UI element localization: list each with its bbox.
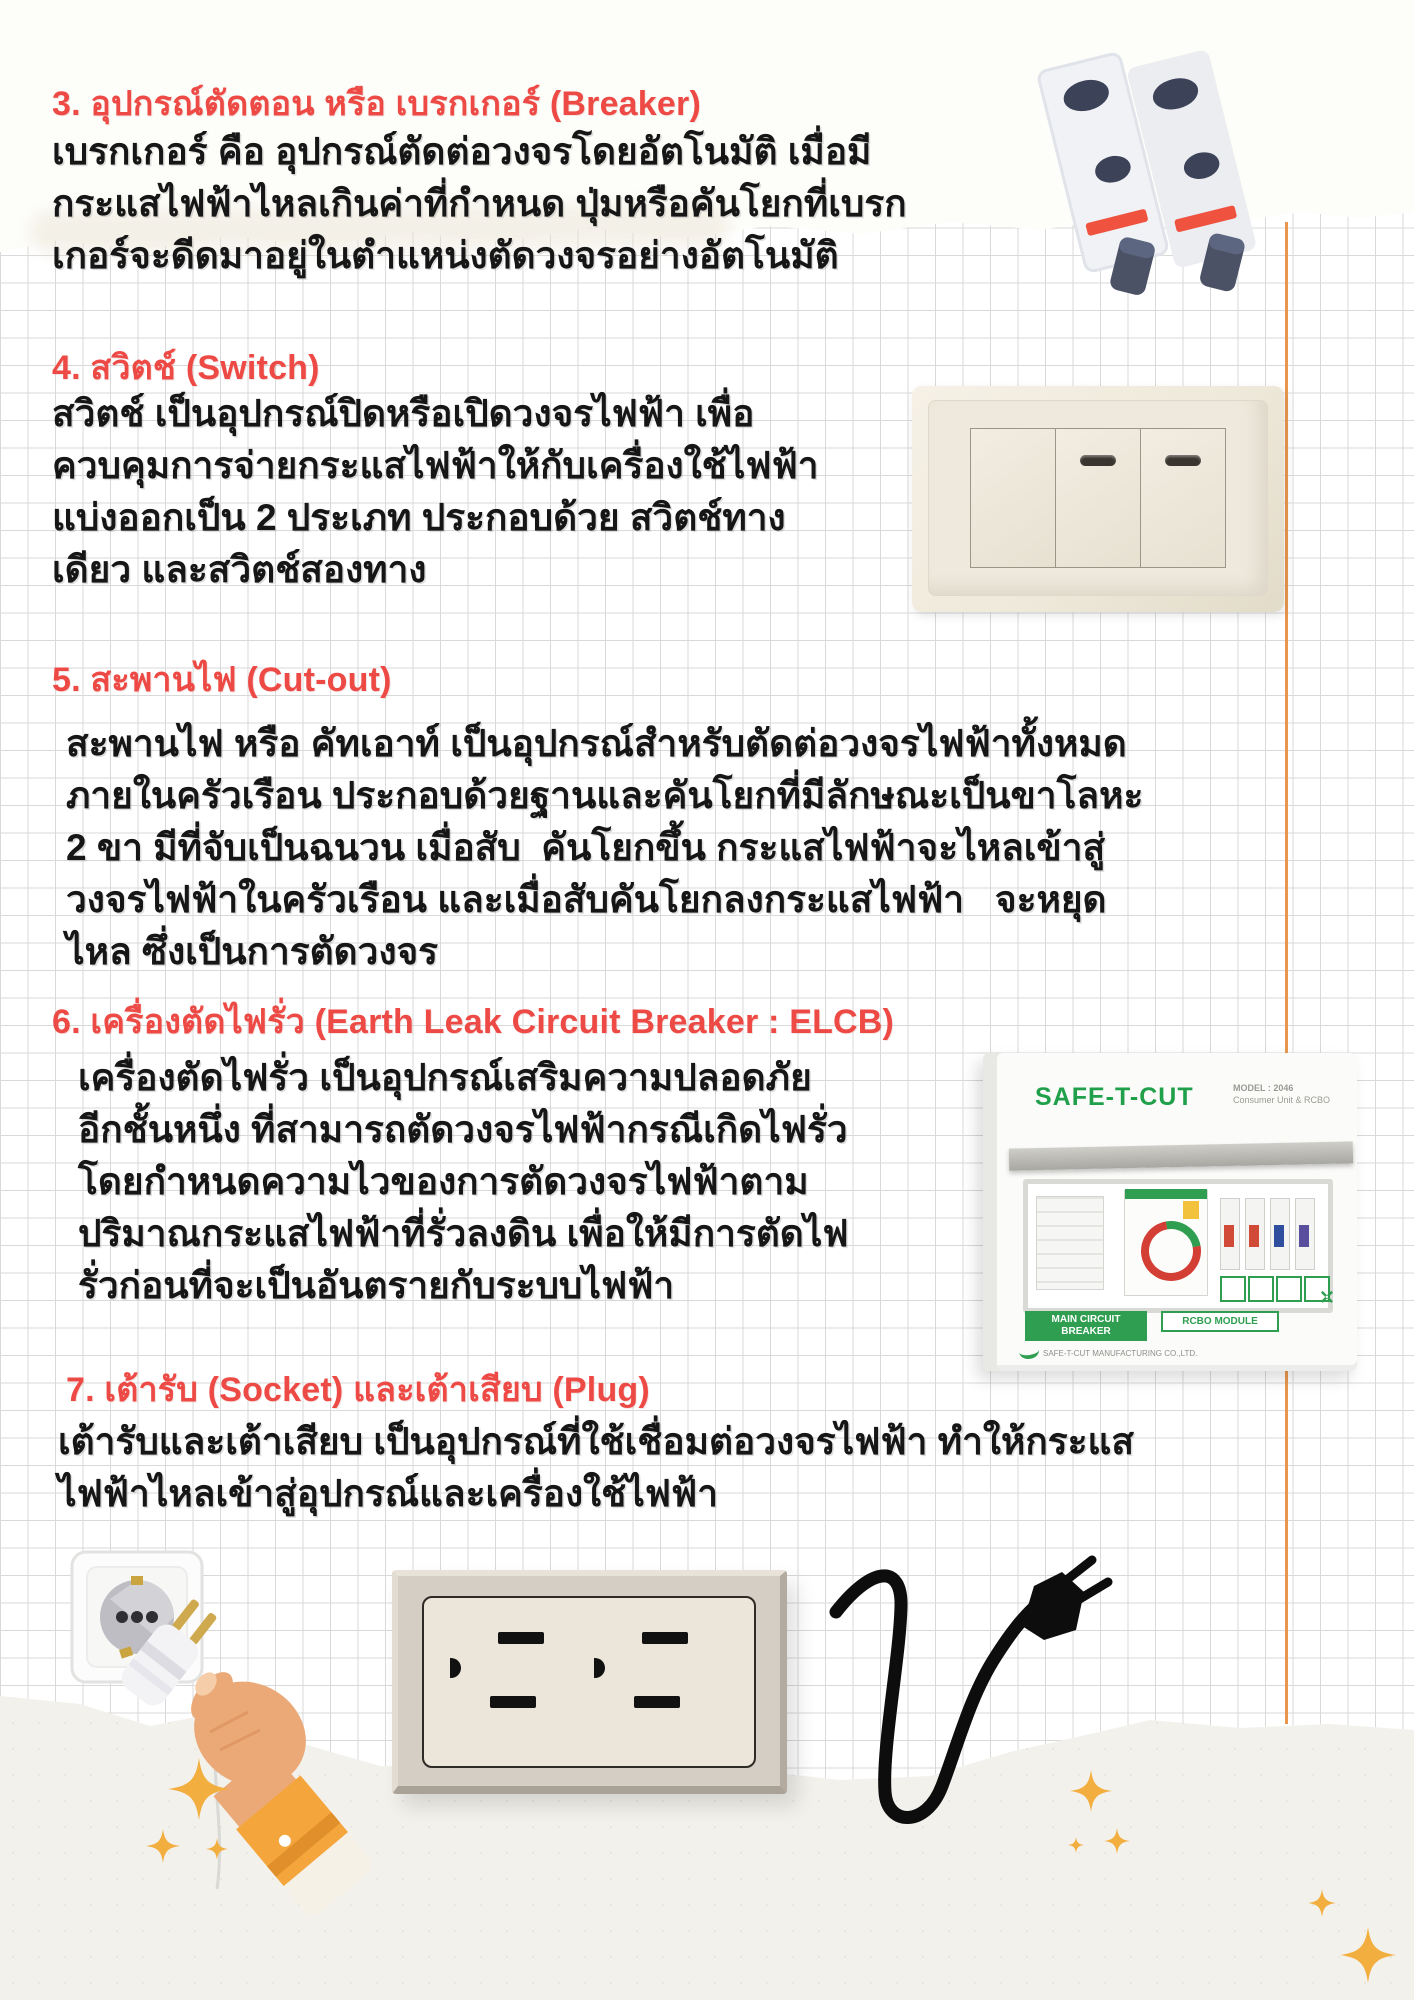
outlet-slot [642,1632,688,1644]
elcb-lid [1009,1141,1353,1170]
text-line: วงจรไฟฟ้าในครัวเรือน และเมื่อสับคันโยกลงกระแสไฟฟ้า จะหยุด [66,879,1107,920]
spare-slot [1248,1276,1274,1302]
text-line: ไหล ซึ่งเป็นการตัดวงจร [66,931,439,972]
rocker-switch [970,428,1056,568]
branch-breakers [1220,1198,1315,1270]
cord-line [836,1576,1040,1818]
main-circuit-breaker-label: MAIN CIRCUIT BREAKER [1025,1311,1147,1341]
spare-slot [1276,1276,1302,1302]
certification-mark-icon: ✛ [1312,1284,1340,1312]
spare-slot [1220,1276,1246,1302]
outlet-ground-hole [450,1658,461,1678]
outlet [594,1612,724,1730]
breaker-handle [1224,1225,1234,1247]
sparkle-icon [1104,1822,1130,1860]
elcb-model-text: MODEL : 2046 [1233,1083,1294,1093]
text-line: สวิตช์ เป็นอุปกรณ์ปิดหรือเปิดวงจรไฟฟ้า เพื่อ [52,393,755,434]
section-6-body [78,1052,978,1312]
breaker-module [1245,1198,1265,1270]
section-7-body [58,1416,1298,1520]
text-line: ไฟฟ้าไหลเข้าสู่อุปกรณ์และเครื่องใช้ไฟฟ้า [58,1473,718,1514]
text-line: ปริมาณกระแสไฟฟ้าที่รั่วลงดิน เพื่อให้มีการตัดไฟ [78,1213,849,1254]
socket-plate [422,1596,756,1768]
text-line: เดียว และสวิตช์สองทาง [52,549,427,590]
sparkle-icon [1308,1886,1336,1920]
section-4-title: 4. สวิตช์ (Switch) [52,349,320,387]
outlet-slot [498,1632,544,1644]
section-6-title: 6. เครื่องตัดไฟรั่ว (Earth Leak Circuit Breaker : ELCB) [52,1003,895,1041]
rocker-switch [1056,428,1141,568]
breaker-handle [1249,1225,1259,1247]
outlet-slot [634,1696,680,1708]
text-line: เครื่องตัดไฟรั่ว เป็นอุปกรณ์เสริมความปลอดภัย [78,1057,812,1098]
text-line: รั่วก่อนที่จะเป็นอันตรายกับระบบไฟฟ้า [78,1265,675,1306]
sparkle-icon [1340,1920,1396,1990]
sparkle-icon [1068,1832,1084,1858]
text-line: ควบคุมการจ่ายกระแสไฟฟ้าให้กับเครื่องใช้ไฟฟ้า [52,445,819,486]
breaker-module [1220,1198,1240,1270]
text-line: เต้ารับและเต้าเสียบ เป็นอุปกรณ์ที่ใช้เชื่อมต่อวงจรไฟฟ้า ทำให้กระแส [58,1421,1134,1462]
section-5-body [66,718,1246,978]
main-breaker-module [1036,1196,1104,1290]
sparkle-icon [1070,1760,1112,1822]
text-line: เบรกเกอร์ คือ อุปกรณ์ตัดต่อวงจรโดยอัตโนมัติ เมื่อมี [52,131,872,172]
section-5-title: 5. สะพานไฟ (Cut-out) [52,661,392,699]
outlet [450,1612,580,1730]
rocker-slot [1080,455,1116,466]
elcb-consumer-unit-photo [983,1053,1357,1371]
sparkle-icon [146,1824,180,1868]
section-3-body [52,126,1012,282]
switch-plate [928,400,1268,596]
plug-body [1022,1572,1084,1640]
rcbo-header-strip [1125,1189,1207,1199]
breaker-handle [1274,1225,1284,1247]
switch-rockers [970,428,1226,568]
text-line: เกอร์จะดีดมาอยู่ในตำแหน่งตัดวงจรอย่างอัตโนมัติ [52,235,839,276]
wall-switch-photo [912,386,1284,612]
outlet-ground-hole [594,1658,605,1678]
breaker-handle [1299,1225,1309,1247]
manufacturer-logo [1018,1342,1040,1361]
sparkle-icon [206,1834,228,1864]
section-7-title: 7. เต้ารับ (Socket) และเต้าเสียบ (Plug) [66,1371,650,1409]
rocker-switch [1141,428,1226,568]
section-4-body [52,388,912,596]
circuit-breaker-illustration [1012,22,1272,307]
text-line: แบ่งออกเป็น 2 ประเภท ประกอบด้วย สวิตช์ทาง [52,497,786,538]
rcbo-module-label: RCBO MODULE [1161,1311,1279,1332]
text-line: ภายในครัวเรือน ประกอบด้วยฐานและคันโยกที่มีลักษณะเป็นขาโลหะ [66,775,1144,816]
plug-prong [1064,1560,1092,1582]
elcb-brand-text: SAFE-T-CUT [1035,1083,1194,1111]
text-line: 2 ขา มีที่จับเป็นฉนวน เมื่อสับ คันโยกขึ้น กระแสไฟฟ้าจะไหลเข้าสู่ [66,827,1106,868]
breaker-module [1270,1198,1290,1270]
section-3-title: 3. อุปกรณ์ตัดตอน หรือ เบรกเกอร์ (Breaker) [52,85,701,123]
sparkle-icon [168,1746,230,1832]
text-line: โดยกำหนดความไวของการตัดวงจรไฟฟ้าตาม [78,1161,809,1202]
elcb-subtitle-text: Consumer Unit & RCBO [1233,1095,1331,1105]
breaker-module [1295,1198,1315,1270]
rcbo-dial [1129,1209,1213,1293]
manufacturer-text: SAFE-T-CUT MANUFACTURING CO.,LTD. [1043,1349,1198,1358]
rocker-slot [1165,455,1201,466]
outlet-slot [490,1696,536,1708]
duplex-socket-photo [392,1570,787,1794]
text-line: อีกชั้นหนึ่ง ที่สามารถตัดวงจรไฟฟ้ากรณีเกิดไฟรั่ว [78,1109,848,1150]
text-line: สะพานไฟ หรือ คัทเอาท์ เป็นอุปกรณ์สำหรับตัดต่อวงจรไฟฟ้าทั้งหมด [66,723,1127,764]
elcb-window [1023,1179,1333,1313]
rcbo-test-button [1183,1201,1199,1219]
text-line: กระแสไฟฟ้าไหลเกินค่าที่กำหนด ปุ่มหรือคันโยกที่เบรก [52,183,907,224]
rcbo-module [1124,1190,1208,1296]
